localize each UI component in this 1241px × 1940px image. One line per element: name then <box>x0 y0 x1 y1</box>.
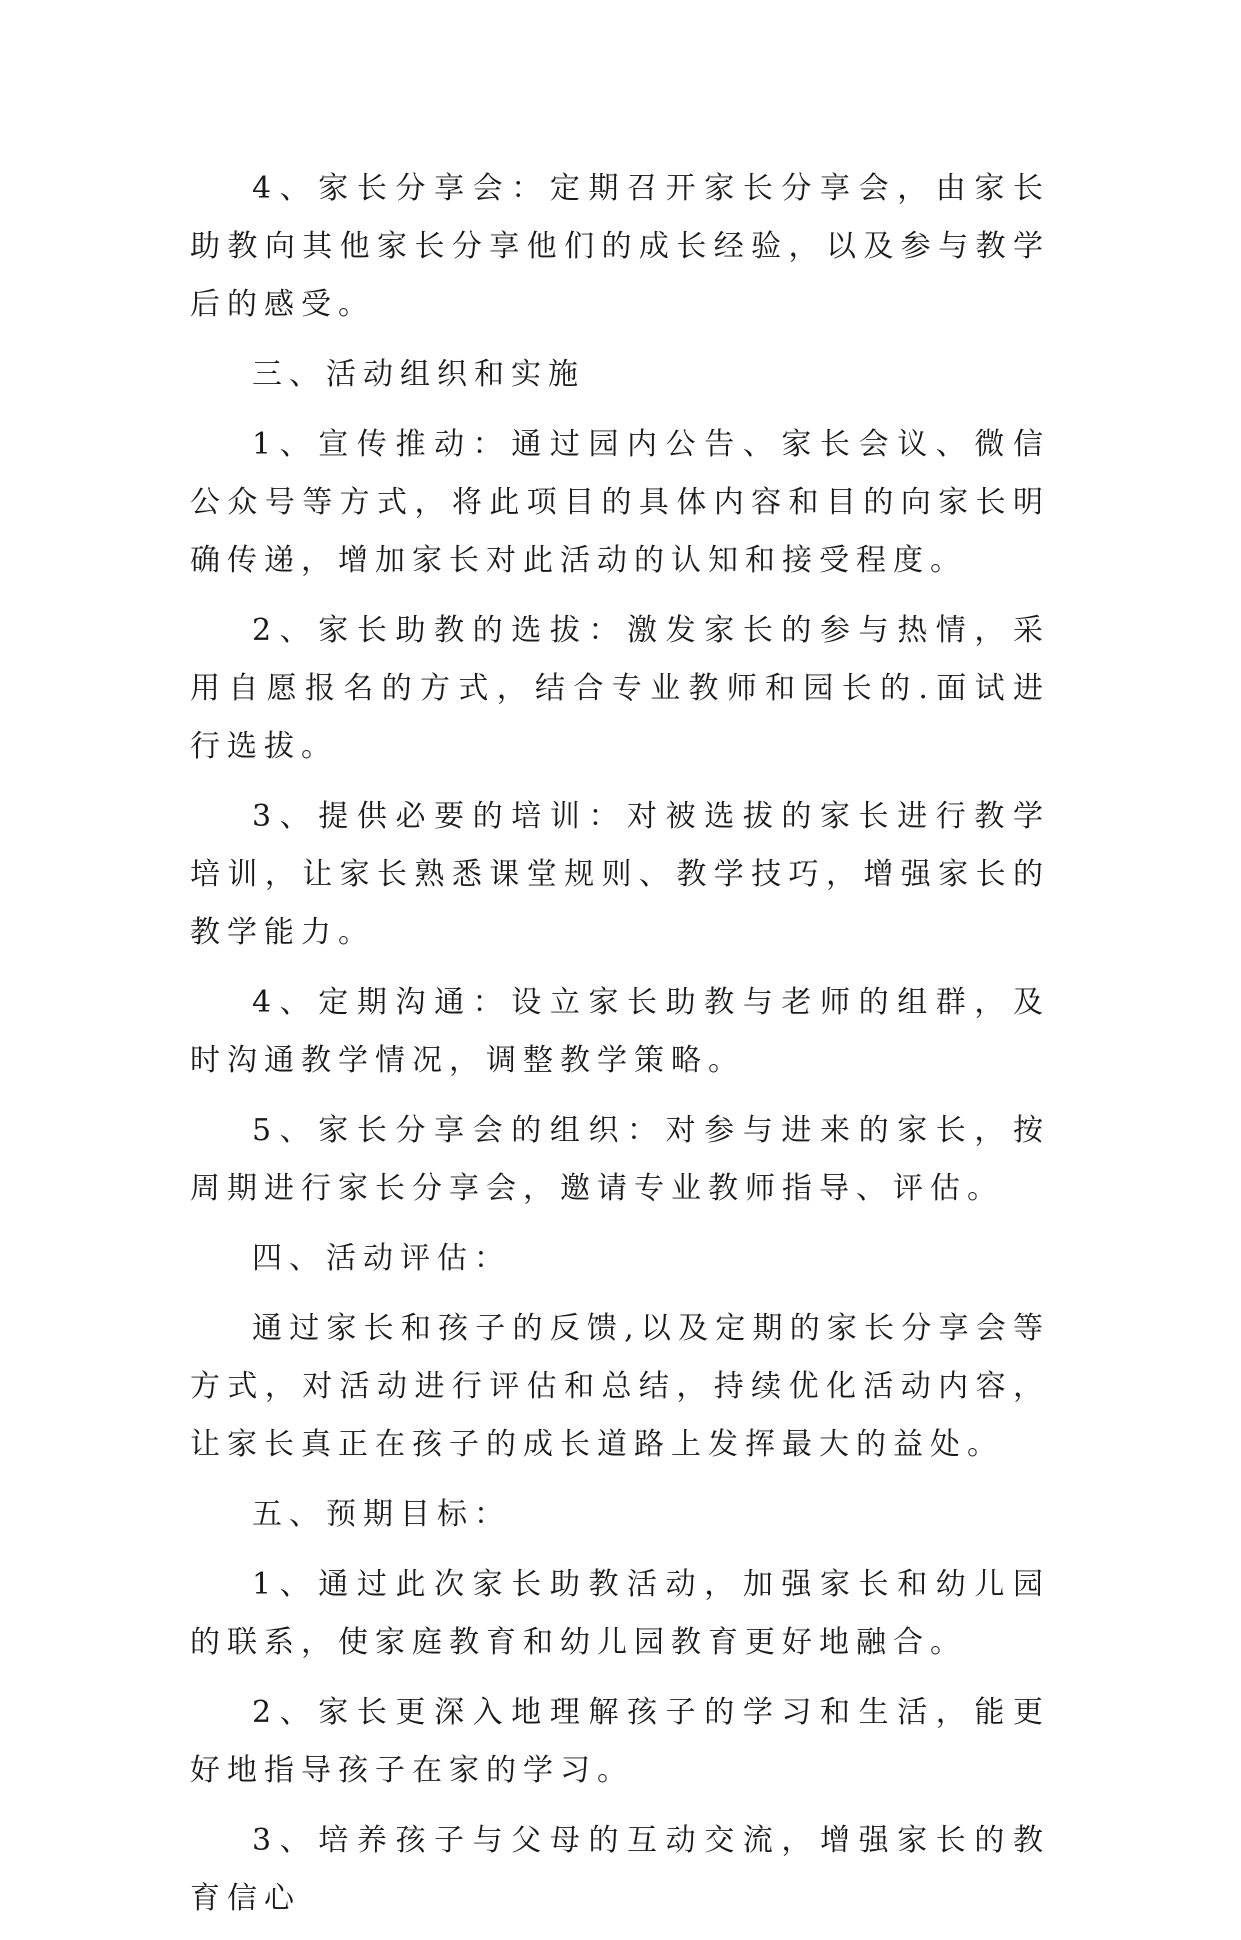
paragraph-goal-3: 3、培养孩子与父母的互动交流，增强家长的教育信心 <box>190 1823 1050 1916</box>
paragraph-selection: 2、家长助教的选拔：激发家长的参与热情，采用自愿报名的方式，结合专业教师和园长的.面试进行选拔。 <box>190 613 1050 764</box>
paragraph-sharing-organization: 5、家长分享会的组织：对参与进来的家长，按周期进行家长分享会，邀请专业教师指导、评估。 <box>190 1113 1050 1206</box>
paragraph-evaluation: 通过家长和孩子的反馈,以及定期的家长分享会等方式，对活动进行评估和总结，持续优化活动内容，让家长真正在孩子的成长道路上发挥最大的益处。 <box>190 1311 1050 1462</box>
section-heading-goals: 五、预期目标： <box>252 1497 511 1532</box>
paragraph-goal-2: 2、家长更深入地理解孩子的学习和生活，能更好地指导孩子在家的学习。 <box>190 1695 1050 1788</box>
paragraph-parent-sharing: 4、家长分享会：定期召开家长分享会，由家长助教向其他家长分享他们的成长经验，以及参与教学后的感受。 <box>190 171 1050 322</box>
paragraph-goal-1: 1、通过此次家长助教活动，加强家长和幼儿园的联系，使家庭教育和幼儿园教育更好地融合。 <box>190 1567 1050 1660</box>
paragraph-promotion: 1、宣传推动：通过园内公告、家长会议、微信公众号等方式，将此项目的具体内容和目的向家长明确传递，增加家长对此活动的认知和接受程度。 <box>190 427 1050 578</box>
paragraph-communication: 4、定期沟通：设立家长助教与老师的组群，及时沟通教学情况，调整教学策略。 <box>190 985 1050 1078</box>
paragraph-training: 3、提供必要的培训：对被选拔的家长进行教学培训，让家长熟悉课堂规则、教学技巧，增强家长的教学能力。 <box>190 799 1050 950</box>
section-heading-evaluation: 四、活动评估： <box>252 1241 511 1276</box>
section-heading-organization: 三、活动组织和实施 <box>252 357 585 392</box>
document-body <box>190 160 1050 1940</box>
